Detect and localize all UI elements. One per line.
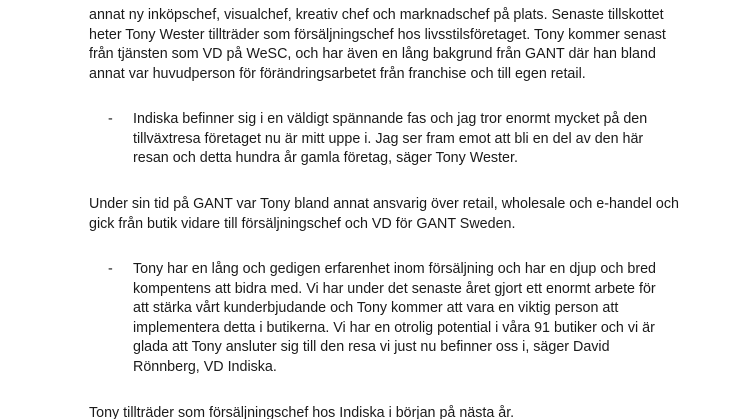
quote-dash-marker: - — [108, 261, 113, 277]
text-line: Indiska befinner sig i en väldigt spännande fas och jag tror enormt mycket på den — [133, 111, 648, 127]
text-line: glada att Tony ansluter sig till den resa vi just nu befinner oss i, säger David — [133, 339, 610, 355]
text-line: annat ny inköpschef, visualchef, kreativ chef och marknadschef på plats. Senaste tillskottet — [89, 7, 664, 23]
paragraph-start-date — [89, 404, 669, 419]
text-line: att stärka vårt kunderbjudande och Tony kommer att vara en viktig person att — [133, 300, 619, 316]
text-line: Tony tillträder som försäljningschef hos Indiska i början på nästa år. — [89, 405, 515, 419]
quote-tony-wester — [133, 110, 669, 169]
text-line: Rönnberg, VD Indiska. — [133, 358, 277, 375]
paragraph-gant-background — [89, 195, 679, 234]
text-line: Under sin tid på GANT var Tony bland annat ansvarig över retail, wholesale och e-handel och — [89, 196, 679, 212]
text-line: Tony har en lång och gedigen erfarenhet inom försäljning och har en djup och bred — [133, 261, 656, 277]
text-line: gick från butik vidare till försäljningschef och VD för GANT Sweden. — [89, 215, 516, 232]
text-line: implementera detta i butikerna. Vi har en otrolig potential i våra 91 butiker och vi är — [133, 319, 655, 336]
text-line: kompentens att bidra med. Vi har under det senaste året gjort ett enormt arbete för — [133, 280, 656, 297]
text-line: heter Tony Wester tillträder som försäljningschef hos livsstilsföretaget. Tony kommer senast — [89, 26, 666, 43]
text-line: från tjänsten som VD på WeSC, och har även en lång bakgrund från GANT där han bland — [89, 46, 656, 62]
quote-dash-marker: - — [108, 111, 113, 127]
text-line: tillväxtresa företaget nu är mitt uppe i. Jag ser fram emot att bli en del av den här — [133, 130, 644, 147]
text-line: annat var huvudperson för förändringsarbetet från franchise och till egen retail. — [89, 65, 586, 82]
quote-david-ronnberg — [133, 260, 669, 377]
text-line: resan och detta hundra år gamla företag, säger Tony Wester. — [133, 150, 518, 166]
paragraph-intro — [89, 6, 669, 84]
